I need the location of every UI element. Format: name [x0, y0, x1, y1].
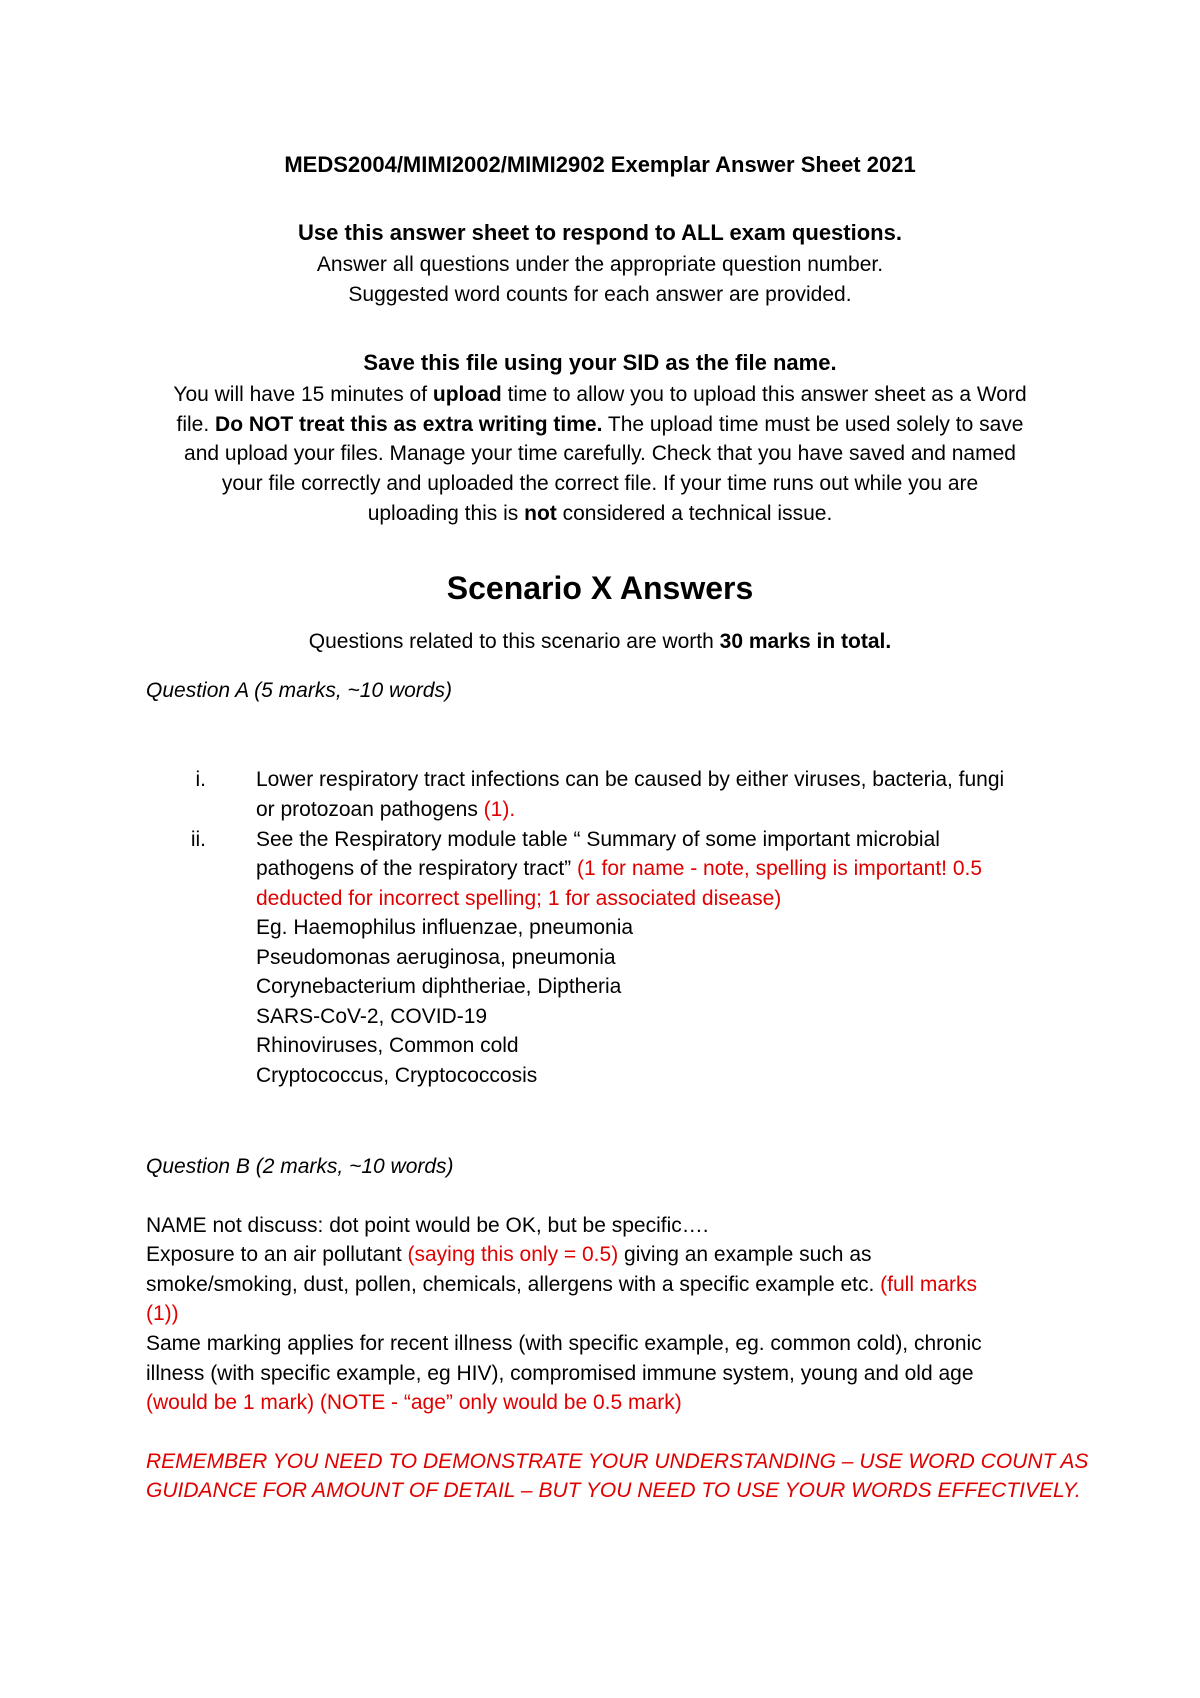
- list-marker: i.: [195, 768, 206, 791]
- list-marker: ii.: [190, 828, 206, 851]
- upload-text: The upload time must be used solely to save: [602, 413, 1024, 436]
- question-b-line-7: (would be 1 mark) (NOTE - “age” only would be 0.5 mark): [146, 1391, 682, 1414]
- example-pathogen: Eg. Haemophilus influenzae, pneumonia: [256, 916, 634, 939]
- question-b-line-2: [146, 1240, 872, 1269]
- example-pathogen: SARS-CoV-2, COVID-19: [256, 1005, 488, 1028]
- question-b-line-6: illness (with specific example, eg HIV), compromised immune system, young and old age: [146, 1362, 974, 1385]
- instructions-line-2: Suggested word counts for each answer are provided.: [348, 283, 852, 306]
- scenario-title: Scenario X Answers: [446, 570, 754, 606]
- question-b-line-4: (1)): [146, 1302, 179, 1325]
- marking-note: (1).: [483, 798, 516, 821]
- example-pathogen: Cryptococcus, Cryptococcosis: [256, 1064, 538, 1087]
- marking-note: (1 for name - note, spelling is important! 0.5: [577, 857, 983, 880]
- upload-text: considered a technical issue.: [556, 502, 833, 525]
- question-a-item-2-line-3: deducted for incorrect spelling; 1 for associated disease): [256, 887, 782, 910]
- marking-note: (saying this only = 0.5): [407, 1243, 619, 1266]
- question-b-line-1: NAME not discuss: dot point would be OK, but be specific….: [146, 1214, 709, 1237]
- question-b-line-3: [146, 1270, 977, 1299]
- scenario-intro: [100, 627, 1100, 656]
- answer-text: smoke/smoking, dust, pollen, chemicals, allergens with a specific example etc.: [146, 1273, 881, 1296]
- scenario-total-marks: 30 marks in total.: [719, 630, 892, 653]
- answer-text: or protozoan pathogens: [256, 798, 484, 821]
- question-a-item-1-line-1: Lower respiratory tract infections can be caused by either viruses, bacteria, fungi: [256, 768, 1005, 791]
- upload-text: file.: [176, 413, 216, 436]
- question-a-item-2-line-1: See the Respiratory module table “ Summary of some important microbial: [256, 828, 940, 851]
- answer-text: giving an example such as: [618, 1243, 872, 1266]
- instructions-heading: Use this answer sheet to respond to ALL exam questions.: [298, 220, 902, 245]
- question-a-item-1-line-2: [256, 795, 515, 824]
- example-pathogen: Pseudomonas aeruginosa, pneumonia: [256, 946, 616, 969]
- reminder-line-1: REMEMBER YOU NEED TO DEMONSTRATE YOUR UNDERSTANDING – USE WORD COUNT AS: [146, 1450, 1089, 1473]
- upload-warning: Do NOT treat this as extra writing time.: [215, 413, 603, 436]
- save-file-heading: Save this file using your SID as the file name.: [363, 350, 837, 375]
- upload-instructions-line-3: and upload your files. Manage your time carefully. Check that you have saved and named: [184, 442, 1016, 465]
- upload-emphasis: not: [524, 502, 557, 525]
- upload-text: uploading this is: [367, 502, 525, 525]
- answer-text: Exposure to an air pollutant: [146, 1243, 408, 1266]
- document-title: MEDS2004/MIMI2002/MIMI2902 Exemplar Answer Sheet 2021: [284, 152, 916, 177]
- reminder-line-2: GUIDANCE FOR AMOUNT OF DETAIL – BUT YOU NEED TO USE YOUR WORDS EFFECTIVELY.: [146, 1479, 1081, 1502]
- upload-emphasis: upload: [432, 383, 502, 406]
- question-b-heading: Question B (2 marks, ~10 words): [146, 1155, 454, 1178]
- question-a-heading: Question A (5 marks, ~10 words): [146, 679, 452, 702]
- question-b-line-5: Same marking applies for recent illness (with specific example, eg. common cold), chronic: [146, 1332, 982, 1355]
- upload-text: time to allow you to upload this answer sheet as a Word: [501, 383, 1027, 406]
- answer-text: pathogens of the respiratory tract”: [256, 857, 577, 880]
- example-pathogen: Rhinoviruses, Common cold: [256, 1034, 519, 1057]
- upload-instructions-line-5: [100, 499, 1100, 528]
- upload-instructions-line-1: [100, 380, 1100, 409]
- upload-text: You will have 15 minutes of: [173, 383, 433, 406]
- question-a-item-2-line-2: [256, 854, 982, 883]
- scenario-intro-text: Questions related to this scenario are worth: [308, 630, 720, 653]
- instructions-line-1: Answer all questions under the appropriate question number.: [316, 253, 884, 276]
- upload-instructions-line-2: [100, 410, 1100, 439]
- marking-note: (full marks: [880, 1273, 978, 1296]
- example-pathogen: Corynebacterium diphtheriae, Diptheria: [256, 975, 622, 998]
- upload-instructions-line-4: your file correctly and uploaded the correct file. If your time runs out while you are: [221, 472, 979, 495]
